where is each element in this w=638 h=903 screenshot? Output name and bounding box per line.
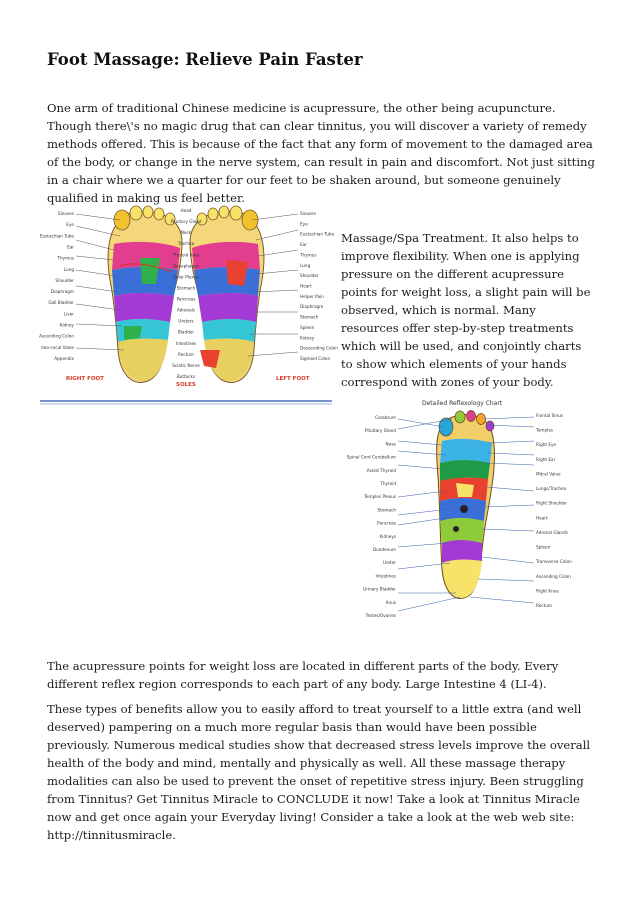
detail-left-label-14: Anus	[385, 599, 396, 605]
detail-foot-drawing	[437, 411, 495, 599]
soles-left-label-9: Liver	[63, 311, 74, 317]
soles-left-label-6: Shoulder	[55, 277, 74, 283]
soles-center-label-9: Adrenals	[176, 307, 196, 313]
detail-right-labels	[535, 413, 572, 608]
intro-paragraph: One arm of traditional Chinese medicine is acupressure, the other being acupuncture. Though there\'s no magic drug that can clear tinnitus, you will discover a variety of remedy methods offered. This is because of the fact that any form of movement to the damaged area of the body, or change in the nerve system, can result in pain and discomfort. Not just sitting in a chair where we a quarter for our feet to be shaken around, but someone genuinely qualified in making us feel better.	[47, 101, 595, 205]
soles-right-label-1: Eye	[300, 221, 308, 227]
detail-left-label-2: Nose	[385, 441, 396, 447]
soles-right-label-12: Kidney	[300, 335, 315, 341]
left-foot-caption: LEFT FOOT	[276, 376, 310, 382]
soles-right-label-6: Shoulder	[300, 273, 319, 279]
detail-left-label-3: Spinal Cord Cerebellum	[346, 454, 396, 460]
soles-center-label-15: Buttocks	[176, 374, 196, 379]
soles-left-label-5: Lung	[63, 266, 74, 272]
detail-left-label-15: Testes/Ovaries	[365, 613, 396, 618]
detail-left-labels	[347, 415, 397, 618]
detail-right-label-5: Lungs/Trachea	[536, 486, 567, 492]
soles-right-label-11: Spleen	[300, 324, 315, 330]
soles-caption: SOLES	[176, 382, 196, 388]
detail-right-label-13: Rectum	[536, 603, 552, 608]
side-paragraph: Massage/Spa Treatment. It also helps to improve flexibility. When one is applying pressure on the different acupressure points for weight loss, a slight pain will be observed, which is normal. Many resources offer step-by-step treatments which will be used, and conjointly charts to show which elements of your hands correspond with zones of your body.	[341, 231, 591, 389]
soles-center-label-8: Pancreas	[176, 296, 196, 302]
right-foot-caption: RIGHT FOOT	[66, 376, 104, 382]
detailed-reflexology-chart	[346, 397, 590, 637]
detail-left-label-10: Duodenum	[372, 547, 396, 552]
detail-right-label-2: Right Eye	[536, 442, 557, 448]
detail-left-label-11: Ureter	[382, 560, 396, 566]
detail-chart-title: Detailed Reflexology Chart	[422, 400, 503, 407]
soles-right-label-3: Ear	[300, 242, 307, 248]
detail-right-label-3: Right Ear	[536, 456, 556, 462]
detail-right-label-8: Adrenal Glands	[536, 529, 568, 535]
detail-left-label-13: Urinary Bladder	[363, 586, 396, 592]
soles-center-label-14: Sciatic Nerve	[172, 362, 200, 368]
soles-left-label-0: Sinuses	[57, 211, 74, 216]
soles-center-label-4: Thyroid Area	[172, 252, 200, 258]
detail-left-label-9: Kidneys	[379, 533, 396, 539]
detail-left-label-4: Assist Thyroid	[366, 467, 396, 473]
detail-right-label-10: Transverse Colon	[536, 559, 572, 565]
detail-left-label-6: Temples Plexus	[364, 494, 396, 500]
soles-center-label-11: Bladder	[177, 329, 195, 335]
soles-left-label-1: Eye	[66, 222, 74, 228]
soles-left-label-13: Appendix	[54, 356, 74, 361]
detail-left-label-8: Pancreas	[377, 520, 396, 526]
detail-left-label-12: Intestines	[375, 573, 396, 579]
soles-left-label-2: Eustachian Tube	[39, 233, 74, 239]
article-title: Foot Massage: Relieve Pain Faster	[47, 50, 363, 69]
soles-center-label-10: Ureters	[178, 318, 194, 324]
soles-right-label-14: Sigmoid Colon	[300, 356, 331, 361]
soles-center-label-6: Solar Plexus	[173, 274, 199, 280]
detail-right-label-7: Heart	[536, 515, 548, 521]
soles-chart-graphic	[39, 200, 338, 405]
detail-left-label-0: Cerebrum	[375, 415, 396, 420]
soles-center-label-5: Oesophagus	[173, 263, 199, 269]
soles-center-label-7: Stomach	[176, 285, 196, 291]
soles-center-label-13: Rectum	[178, 351, 194, 357]
detail-right-label-6: Right Shoulder	[536, 500, 568, 506]
soles-center-label-1: Pituitary Gland	[170, 219, 202, 225]
soles-right-label-9: Diaphragm	[300, 304, 324, 310]
detail-right-label-11: Ascending Colon	[536, 573, 571, 579]
soles-center-label-12: Intestines	[175, 340, 197, 346]
soles-left-label-10: Kidney	[59, 322, 74, 328]
soles-left-label-11: Ascending Colon	[39, 333, 74, 339]
soles-right-label-0: Sinuses	[300, 211, 317, 216]
benefits-paragraph: These types of benefits allow you to easily afford to treat yourself to a little extra (and well deserved) pampering on a much more regular basis than would have been possible previously. Numerous medical studies show that decreased stress levels improve the overall health of the body and mind, mentally and physically as well. All these massage therapy modalities can also be used to prevent the onset of repetitive stress injury. Been struggling from Tinnitus? Get Tinnitus Miracle to CONCLUDE it now! Take a look at Tinnitus Miracle now and get once again your Everyday living! Consider a take a look at the web web site: http://tinnitusmiracle.	[47, 702, 591, 842]
soles-right-label-10: Stomach	[300, 314, 319, 320]
detail-left-label-1: Pituitary Gland	[364, 428, 396, 434]
soles-right-labels	[299, 211, 338, 361]
left-foot-drawing	[190, 206, 264, 382]
soles-center-label-3: Trachea	[177, 241, 195, 247]
soles-left-label-12: Ileo-cecal Valve	[41, 344, 74, 350]
detail-chart-graphic	[346, 397, 590, 637]
detail-left-label-5: Thyroid	[380, 481, 396, 486]
soles-left-labels	[39, 211, 74, 361]
soles-right-label-4: Thymus	[300, 252, 317, 258]
soles-center-label-0: Head	[180, 208, 192, 213]
soles-right-label-7: Heart	[300, 283, 312, 289]
soles-left-label-3: Ear	[67, 244, 74, 250]
soles-right-label-13: Descending Colon	[300, 345, 338, 351]
right-foot-drawing	[108, 206, 182, 382]
weight-loss-paragraph: The acupressure points for weight loss are located in different parts of the body. Every different reflex region corresponds to each part of any body. Large Intestine 4 (LI-4).	[47, 659, 559, 691]
detail-right-label-9: Spleen	[536, 544, 551, 550]
detail-right-label-1: Temples	[536, 427, 554, 433]
soles-left-label-8: Gall Bladder	[48, 300, 74, 306]
detail-left-label-7: Stomach	[377, 507, 396, 513]
detail-right-label-12: Right Knee	[536, 588, 559, 594]
detail-right-label-0: Frontal Sinus	[536, 413, 563, 418]
soles-reflexology-chart	[39, 200, 338, 405]
soles-right-label-8: Helper Pain	[300, 293, 324, 299]
soles-right-label-5: Lung	[300, 262, 311, 268]
detail-right-label-4: Mitral Valve	[536, 471, 561, 477]
soles-left-label-7: Diaphragm	[50, 289, 74, 295]
soles-right-label-2: Eustachian Tube	[300, 231, 335, 237]
soles-center-label-2: Neck	[180, 230, 192, 236]
soles-left-label-4: Thymus	[57, 255, 74, 261]
